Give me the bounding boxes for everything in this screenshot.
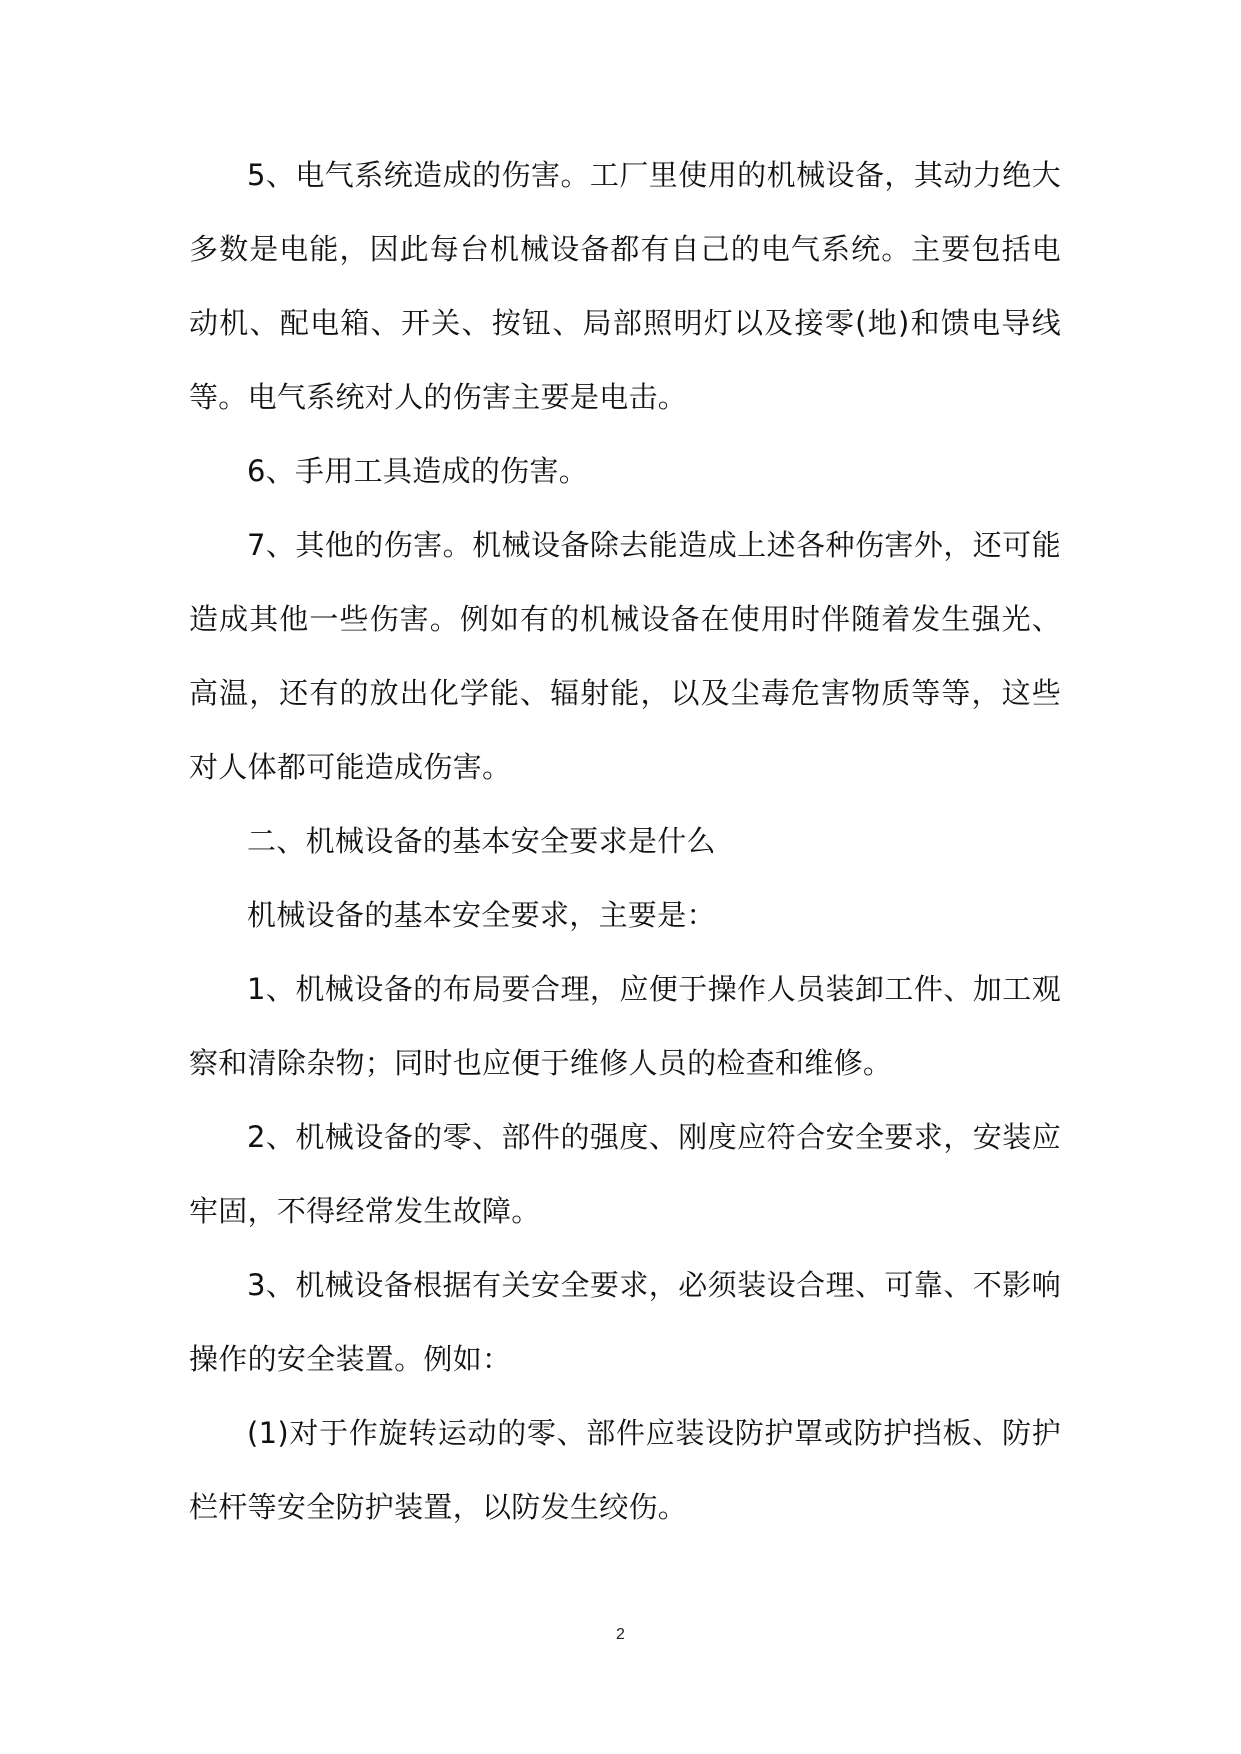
paragraph-requirement-safety-devices: 3、机械设备根据有关安全要求，必须装设合理、可靠、不影响操作的安全装置。例如： xyxy=(189,1268,1061,1376)
paragraph-requirement-layout: 1、机械设备的布局要合理，应便于操作人员装卸工件、加工观察和清除杂物；同时也应便于维修人员的检查和维修。 xyxy=(189,972,1061,1080)
paragraph-rotating-parts-guard: (1)对于作旋转运动的零、部件应装设防护罩或防护挡板、防护栏杆等安全防护装置，以防发生绞伤。 xyxy=(189,1416,1061,1524)
paragraph-electrical-hazard: 5、电气系统造成的伤害。工厂里使用的机械设备，其动力绝大多数是电能，因此每台机械设备都有自己的电气系统。主要包括电动机、配电箱、开关、按钮、局部照明灯以及接零(地)和馈电导线等。电气系统对人的伤害主要是电击。 xyxy=(189,158,1061,414)
document-body xyxy=(189,138,1061,1544)
paragraph-requirement-strength: 2、机械设备的零、部件的强度、刚度应符合安全要求，安装应牢固，不得经常发生故障。 xyxy=(189,1120,1061,1228)
page-number: 2 xyxy=(616,1626,625,1643)
section-heading-safety-requirements: 二、机械设备的基本安全要求是什么 xyxy=(247,824,716,858)
paragraph-hand-tool-hazard: 6、手用工具造成的伤害。 xyxy=(247,454,589,488)
paragraph-requirements-intro: 机械设备的基本安全要求，主要是： xyxy=(247,898,716,932)
paragraph-other-hazards: 7、其他的伤害。机械设备除去能造成上述各种伤害外，还可能造成其他一些伤害。例如有的机械设备在使用时伴随着发生强光、高温，还有的放出化学能、辐射能，以及尘毒危害物质等等，这些对人体都可能造成伤害。 xyxy=(189,528,1061,784)
